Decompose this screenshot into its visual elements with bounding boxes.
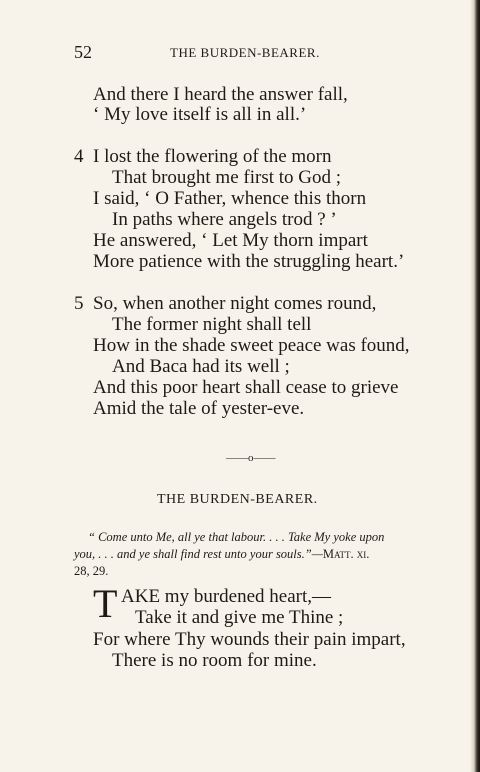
verse-line: I lost the flowering of the morn [93,146,332,167]
verse-line: He answered, ‘ Let My thorn impart [93,230,368,251]
verse-line: That brought me first to God ; [112,167,342,188]
verse-line: ‘ My love itself is all in all.’ [93,104,307,125]
verse-line: And there I heard the answer fall, [93,84,348,105]
verse-line: And Baca had its well ; [112,356,290,377]
verse-line: How in the shade sweet peace was found, [93,335,410,356]
verse-line: So, when another night comes round, [93,293,377,314]
verse-line: I said, ‘ O Father, whence this thorn [93,188,367,209]
epigraph-line [74,547,369,562]
epigraph-text: you, . . . and ye shall find rest unto your souls.”— [74,547,323,561]
scripture-reference: Matt. xi. [322,547,370,561]
running-title: THE BURDEN-BEARER. [170,45,320,60]
verse-line: And this poor heart shall cease to grieve [93,377,399,398]
verse-line: Amid the tale of yester-eve. [93,398,305,419]
verse-line: More patience with the struggling heart.’ [93,251,405,272]
stanza-number: 5 [74,293,84,314]
epigraph-line: “ Come unto Me, all ye that labour. . . . Take My yoke upon [88,530,385,544]
verse-line: There is no room for mine. [112,650,317,671]
epigraph-line: 28, 29. [74,564,109,578]
section-divider: ——o—— [226,452,276,464]
verse-line: For where Thy wounds their pain impart, [93,629,406,650]
section-title: THE BURDEN-BEARER. [157,492,318,507]
page-number: 52 [74,42,92,62]
page-edge [470,0,480,772]
verse-line: In paths where angels trod ? ’ [112,209,337,230]
stanza-number: 4 [74,146,84,167]
verse-line: AKE my burdened heart,— [121,586,331,607]
verse-line: Take it and give me Thine ; [135,607,344,628]
drop-cap: T [93,581,118,626]
verse-line: The former night shall tell [112,314,312,335]
